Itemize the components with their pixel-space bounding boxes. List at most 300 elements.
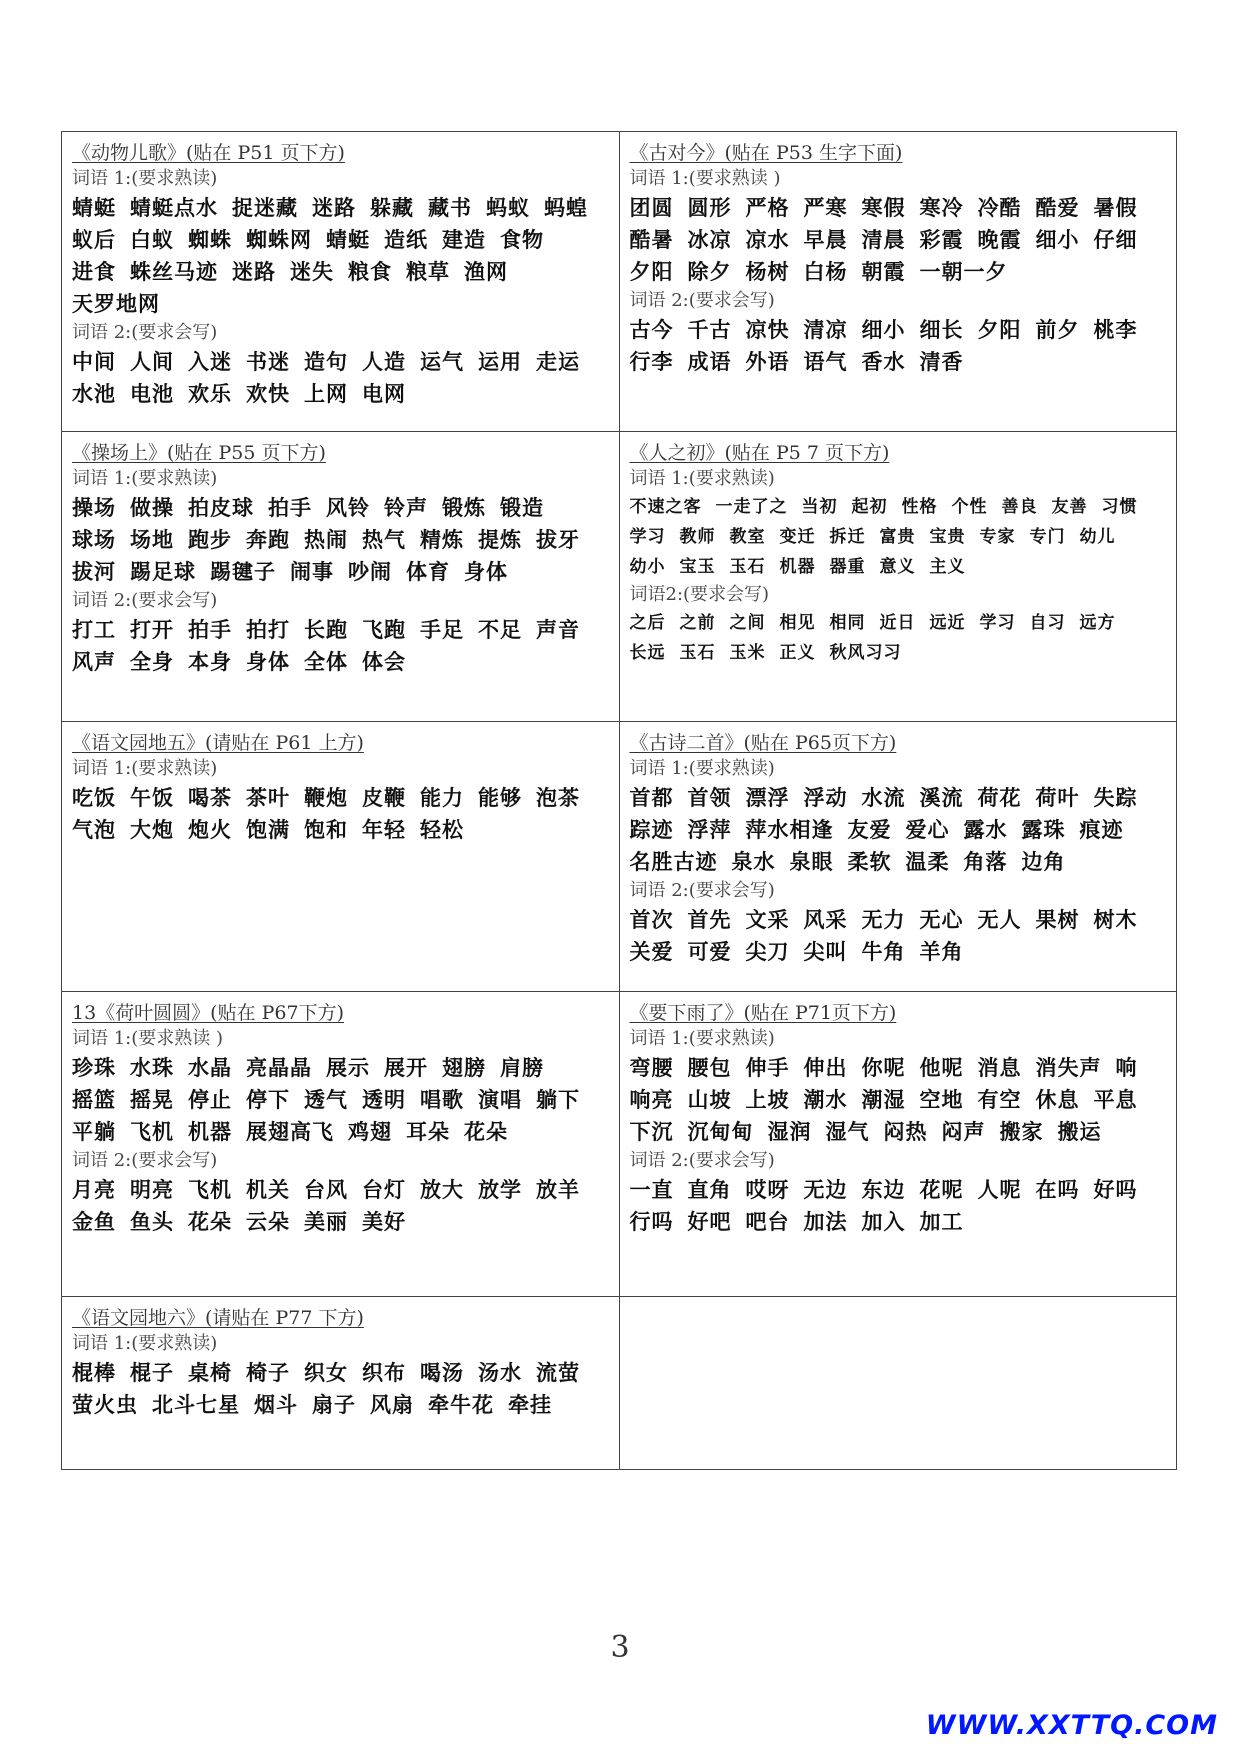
vocab-word: 闷声	[941, 1120, 986, 1144]
vocab-word: 气泡	[72, 818, 116, 842]
vocab-word: 台灯	[362, 1178, 406, 1202]
vocab-word: 首领	[687, 786, 732, 810]
vocab-word: 午饭	[130, 786, 174, 810]
vocabulary-table	[61, 131, 1177, 1470]
vocab-word: 宝玉	[679, 557, 716, 577]
vocab-word: 清凉	[803, 318, 848, 342]
vocab-word: 主义	[929, 557, 966, 577]
vocab-word: 吵闹	[348, 560, 392, 584]
vocab-word: 机关	[246, 1178, 290, 1202]
vocab-word: 花呢	[919, 1178, 964, 1202]
vocab-word: 珍珠	[72, 1056, 116, 1080]
vocab-word: 古今	[629, 318, 674, 342]
vocab-word: 夕阳	[977, 318, 1022, 342]
vocab-word: 蜻蜓点水	[130, 196, 218, 220]
write-word-list	[72, 1174, 613, 1238]
read-word-list	[72, 192, 613, 320]
vocab-word: 消息	[977, 1056, 1022, 1080]
vocab-word: 上网	[304, 382, 348, 406]
read-requirement-label: 词语 1:(要求熟读)	[629, 758, 775, 779]
vocab-word: 奔跑	[246, 528, 290, 552]
vocab-word: 幼儿	[1079, 527, 1116, 547]
vocab-word: 踢足球	[130, 560, 196, 584]
vocab-word: 欢快	[246, 382, 290, 406]
vocab-word: 摇篮	[72, 1088, 116, 1112]
vocab-word: 停下	[246, 1088, 290, 1112]
cell	[619, 722, 1177, 992]
vocab-word: 首先	[687, 908, 732, 932]
vocab-word: 粮食	[348, 260, 392, 284]
vocab-word: 关爱	[629, 940, 674, 964]
vocab-word: 果树	[1035, 908, 1080, 932]
vocab-word: 善良	[1001, 497, 1038, 517]
vocab-word: 蚂蚁	[486, 196, 530, 220]
vocab-word: 造句	[304, 350, 348, 374]
lesson-title: 《操场上》(贴在 P55 页下方)	[72, 442, 326, 464]
cell	[619, 132, 1177, 432]
vocab-word: 彩霞	[919, 228, 964, 252]
vocab-word: 首都	[629, 786, 674, 810]
write-requirement-label: 词语 2:(要求会写)	[72, 590, 218, 611]
vocab-word: 飞机	[130, 1120, 174, 1144]
vocab-word: 风采	[803, 908, 848, 932]
vocab-word: 加入	[861, 1210, 906, 1234]
vocab-word: 好吧	[687, 1210, 732, 1234]
vocab-word: 夕阳	[629, 260, 674, 284]
vocab-word: 漂浮	[745, 786, 790, 810]
vocab-word: 冰凉	[687, 228, 732, 252]
vocab-word: 美好	[362, 1210, 406, 1234]
cell	[62, 1297, 620, 1470]
read-word-list	[72, 782, 613, 846]
read-requirement-label: 词语 1:(要求熟读 )	[629, 168, 781, 189]
read-word-list	[72, 1052, 613, 1148]
cell	[62, 432, 620, 722]
vocab-word: 锻造	[500, 496, 544, 520]
vocab-word: 伸出	[803, 1056, 848, 1080]
read-word-list	[630, 192, 1171, 288]
vocab-word: 拍打	[246, 618, 290, 642]
vocab-word: 闹事	[290, 560, 334, 584]
cell	[62, 722, 620, 992]
vocab-word: 桃李	[1093, 318, 1138, 342]
vocab-word: 之间	[729, 613, 766, 633]
vocab-word: 闷热	[883, 1120, 928, 1144]
vocab-word: 哎呀	[745, 1178, 790, 1202]
vocab-word: 露珠	[1021, 818, 1066, 842]
read-word-list	[630, 1052, 1171, 1148]
vocab-word: 尖叫	[803, 940, 848, 964]
vocab-word: 北斗七星	[152, 1393, 240, 1417]
vocab-word: 长远	[629, 643, 666, 663]
vocab-word: 蚂蝗	[544, 196, 588, 220]
vocab-word: 千古	[687, 318, 732, 342]
vocab-word: 流萤	[536, 1361, 580, 1385]
vocab-word: 前夕	[1035, 318, 1080, 342]
vocab-word: 唱歌	[420, 1088, 464, 1112]
vocab-word: 习惯	[1101, 497, 1138, 517]
vocab-word: 打工	[72, 618, 116, 642]
vocab-word: 茶叶	[246, 786, 290, 810]
vocab-word: 失踪	[1093, 786, 1138, 810]
vocab-word: 专家	[979, 527, 1016, 547]
vocab-word: 响亮	[629, 1088, 674, 1112]
lesson-title: 《语文园地六》(请贴在 P77 下方)	[72, 1307, 364, 1329]
vocab-word: 人间	[130, 350, 174, 374]
vocab-word: 亮晶晶	[246, 1056, 312, 1080]
vocab-word: 进食	[72, 260, 116, 284]
vocab-word: 拍皮球	[188, 496, 254, 520]
vocab-word: 水晶	[188, 1056, 232, 1080]
vocab-word: 踪迹	[629, 818, 674, 842]
vocab-word: 织布	[362, 1361, 406, 1385]
vocab-word: 铃声	[384, 496, 428, 520]
vocab-word: 潮水	[803, 1088, 848, 1112]
vocab-word: 泡茶	[536, 786, 580, 810]
read-requirement-label: 词语 1:(要求熟读)	[72, 168, 218, 189]
vocab-word: 不速之客	[629, 497, 702, 517]
vocab-word: 一直	[629, 1178, 674, 1202]
vocab-word: 学习	[629, 527, 666, 547]
vocab-word: 电池	[130, 382, 174, 406]
vocab-word: 翅膀	[442, 1056, 486, 1080]
vocab-word: 全身	[130, 650, 174, 674]
vocab-word: 首次	[629, 908, 674, 932]
lesson-title: 《要下雨了》(贴在 P71页下方)	[629, 1002, 897, 1024]
vocab-word: 痕迹	[1079, 818, 1124, 842]
page-number: 3	[610, 1630, 630, 1665]
vocab-word: 操场	[72, 496, 116, 520]
vocab-word: 皮鞭	[362, 786, 406, 810]
vocab-word: 书迷	[246, 350, 290, 374]
vocab-word: 一走了之	[715, 497, 788, 517]
vocab-word: 友善	[1051, 497, 1088, 517]
vocab-word: 泉水	[731, 850, 776, 874]
write-word-list	[630, 1174, 1171, 1238]
vocab-word: 无边	[803, 1178, 848, 1202]
vocab-word: 直角	[687, 1178, 732, 1202]
vocab-word: 饱和	[304, 818, 348, 842]
vocab-word: 喝茶	[188, 786, 232, 810]
read-word-list	[72, 1357, 613, 1421]
vocab-word: 搬家	[999, 1120, 1044, 1144]
vocab-word: 无人	[977, 908, 1022, 932]
vocab-word: 起初	[851, 497, 888, 517]
vocab-word: 冷酷	[977, 196, 1022, 220]
vocab-word: 晚霞	[977, 228, 1022, 252]
vocab-word: 放学	[478, 1178, 522, 1202]
vocab-word: 泉眼	[789, 850, 834, 874]
vocab-word: 无心	[919, 908, 964, 932]
lesson-title: 《古对今》(贴在 P53 生字下面)	[629, 142, 903, 164]
vocab-word: 迷失	[290, 260, 334, 284]
vocab-word: 凉快	[745, 318, 790, 342]
vocab-word: 运气	[420, 350, 464, 374]
vocab-word: 鱼头	[130, 1210, 174, 1234]
vocab-word: 人呢	[977, 1178, 1022, 1202]
read-word-list	[630, 782, 1171, 878]
vocab-word: 放大	[420, 1178, 464, 1202]
read-requirement-label: 词语 1:(要求熟读 )	[72, 1028, 224, 1049]
vocab-word: 电网	[362, 382, 406, 406]
vocab-word: 荷叶	[1035, 786, 1080, 810]
vocab-word: 相见	[779, 613, 816, 633]
vocab-word: 之后	[629, 613, 666, 633]
vocab-word: 身体	[246, 650, 290, 674]
vocab-word: 酷暑	[629, 228, 674, 252]
vocab-word: 仔细	[1093, 228, 1138, 252]
vocab-word: 露水	[963, 818, 1008, 842]
vocab-word: 正义	[779, 643, 816, 663]
vocab-word: 羊角	[919, 940, 964, 964]
vocab-word: 花朵	[464, 1120, 508, 1144]
vocab-word: 精炼	[420, 528, 464, 552]
vocab-word: 本身	[188, 650, 232, 674]
vocab-word: 体育	[406, 560, 450, 584]
cell	[619, 1297, 1177, 1470]
vocab-word: 沉甸甸	[687, 1120, 754, 1144]
vocab-word: 意义	[879, 557, 916, 577]
vocab-word: 杨树	[745, 260, 790, 284]
vocab-word: 在吗	[1035, 1178, 1080, 1202]
vocab-word: 玉石	[679, 643, 716, 663]
vocab-word: 自习	[1029, 613, 1066, 633]
vocab-word: 上坡	[745, 1088, 790, 1112]
vocab-word: 欢乐	[188, 382, 232, 406]
vocab-word: 远方	[1079, 613, 1116, 633]
vocab-word: 踢毽子	[210, 560, 276, 584]
write-requirement-label: 词语2:(要求会写)	[629, 584, 770, 605]
vocab-word: 摇晃	[130, 1088, 174, 1112]
vocab-word: 无力	[861, 908, 906, 932]
vocab-word: 好吗	[1093, 1178, 1138, 1202]
vocab-word: 语气	[803, 350, 848, 374]
vocab-word: 蜘蛛网	[246, 228, 312, 252]
vocab-word: 机器	[188, 1120, 232, 1144]
vocab-word: 他呢	[919, 1056, 964, 1080]
vocab-word: 白杨	[803, 260, 848, 284]
vocab-word: 当初	[801, 497, 838, 517]
read-requirement-label: 词语 1:(要求熟读)	[72, 758, 218, 779]
vocab-word: 秋风习习	[829, 643, 902, 663]
vocab-word: 酷爱	[1035, 196, 1080, 220]
vocab-word: 幼小	[629, 557, 666, 577]
vocab-word: 玉米	[729, 643, 766, 663]
vocab-word: 打开	[130, 618, 174, 642]
vocab-word: 做操	[130, 496, 174, 520]
vocab-word: 相同	[829, 613, 866, 633]
vocab-word: 拔河	[72, 560, 116, 584]
vocab-word: 藏书	[428, 196, 472, 220]
lesson-title: 《语文园地五》(请贴在 P61 上方)	[72, 732, 364, 754]
vocab-word: 牛角	[861, 940, 906, 964]
vocab-word: 风扇	[370, 1393, 414, 1417]
vocab-word: 一朝一夕	[919, 260, 1008, 284]
vocab-word: 平躺	[72, 1120, 116, 1144]
vocab-word: 鞭炮	[304, 786, 348, 810]
vocab-word: 下沉	[629, 1120, 674, 1144]
read-requirement-label: 词语 1:(要求熟读)	[629, 468, 775, 489]
vocab-word: 长跑	[304, 618, 348, 642]
write-requirement-label: 词语 2:(要求会写)	[629, 1150, 775, 1171]
vocab-word: 年轻	[362, 818, 406, 842]
vocab-word: 拍手	[268, 496, 312, 520]
vocab-word: 中间	[72, 350, 116, 374]
vocab-word: 造纸	[384, 228, 428, 252]
vocab-word: 不足	[478, 618, 522, 642]
vocab-word: 粮草	[406, 260, 450, 284]
read-requirement-label: 词语 1:(要求熟读)	[629, 1028, 775, 1049]
vocab-word: 尖刀	[745, 940, 790, 964]
vocab-word: 演唱	[478, 1088, 522, 1112]
vocab-word: 风声	[72, 650, 116, 674]
vocab-word: 寒冷	[919, 196, 964, 220]
vocab-word: 停止	[188, 1088, 232, 1112]
vocab-word: 浮动	[803, 786, 848, 810]
write-word-list	[630, 904, 1171, 968]
write-requirement-label: 词语 2:(要求会写)	[629, 880, 775, 901]
vocab-word: 蜘蛛	[188, 228, 232, 252]
vocab-word: 边角	[1021, 850, 1066, 874]
vocab-word: 飞跑	[362, 618, 406, 642]
vocab-word: 树木	[1093, 908, 1138, 932]
vocab-word: 水池	[72, 382, 116, 406]
vocab-word: 天罗地网	[72, 292, 160, 316]
vocab-word: 鸡翅	[348, 1120, 392, 1144]
vocab-word: 湿气	[825, 1120, 870, 1144]
vocab-word: 严寒	[803, 196, 848, 220]
vocab-word: 之前	[679, 613, 716, 633]
vocab-word: 花朵	[188, 1210, 232, 1234]
vocab-word: 展开	[384, 1056, 428, 1080]
vocab-word: 凉水	[745, 228, 790, 252]
vocab-word: 展翅高飞	[246, 1120, 334, 1144]
vocab-word: 柔软	[847, 850, 892, 874]
vocab-word: 全体	[304, 650, 348, 674]
vocab-word: 织女	[304, 1361, 348, 1385]
write-word-list	[630, 608, 1171, 668]
vocab-word: 锻炼	[442, 496, 486, 520]
vocab-word: 平息	[1093, 1088, 1138, 1112]
vocab-word: 名胜古迹	[629, 850, 718, 874]
lesson-title: 13《荷叶圆圆》(贴在 P67下方)	[72, 1002, 345, 1024]
vocab-word: 宝贵	[929, 527, 966, 547]
vocab-word: 器重	[829, 557, 866, 577]
vocab-word: 吧台	[745, 1210, 790, 1234]
vocab-word: 文采	[745, 908, 790, 932]
vocab-word: 伸手	[745, 1056, 790, 1080]
vocab-word: 扇子	[312, 1393, 356, 1417]
vocab-word: 山坡	[687, 1088, 732, 1112]
vocab-word: 角落	[963, 850, 1008, 874]
vocab-word: 空地	[919, 1088, 964, 1112]
vocab-word: 水珠	[130, 1056, 174, 1080]
vocab-word: 细小	[1035, 228, 1080, 252]
vocab-word: 朝霞	[861, 260, 906, 284]
vocab-word: 教师	[679, 527, 716, 547]
vocab-word: 躺下	[536, 1088, 580, 1112]
vocab-word: 肩膀	[500, 1056, 544, 1080]
vocab-word: 放羊	[536, 1178, 580, 1202]
vocab-word: 明亮	[130, 1178, 174, 1202]
vocab-word: 除夕	[687, 260, 732, 284]
vocab-word: 机器	[779, 557, 816, 577]
vocab-word: 专门	[1029, 527, 1066, 547]
lesson-title: 《古诗二首》(贴在 P65页下方)	[629, 732, 897, 754]
vocab-word: 云朵	[246, 1210, 290, 1234]
vocab-word: 温柔	[905, 850, 950, 874]
vocab-word: 萍水相逢	[745, 818, 834, 842]
vocab-word: 行吗	[629, 1210, 674, 1234]
lesson-title: 《人之初》(贴在 P5 7 页下方)	[629, 442, 890, 464]
vocab-word: 棍棒	[72, 1361, 116, 1385]
cell	[619, 432, 1177, 722]
vocab-word: 大炮	[130, 818, 174, 842]
vocab-word: 蜻蜓	[72, 196, 116, 220]
vocab-word: 友爱	[847, 818, 892, 842]
vocab-word: 外语	[745, 350, 790, 374]
vocab-word: 人造	[362, 350, 406, 374]
vocab-word: 拔牙	[536, 528, 580, 552]
cell	[62, 992, 620, 1297]
vocab-word: 迷路	[312, 196, 356, 220]
vocab-word: 运用	[478, 350, 522, 374]
vocab-word: 热气	[362, 528, 406, 552]
vocab-word: 饱满	[246, 818, 290, 842]
write-word-list	[72, 346, 613, 410]
vocab-word: 暑假	[1093, 196, 1138, 220]
vocab-word: 可爱	[687, 940, 732, 964]
vocab-word: 圆形	[687, 196, 732, 220]
vocab-word: 细长	[919, 318, 964, 342]
vocab-word: 透气	[304, 1088, 348, 1112]
vocab-word: 手足	[420, 618, 464, 642]
cell	[62, 132, 620, 432]
vocab-word: 爱心	[905, 818, 950, 842]
vocab-word: 台风	[304, 1178, 348, 1202]
vocab-word: 能力	[420, 786, 464, 810]
vocab-word: 拍手	[188, 618, 232, 642]
vocab-word: 你呢	[861, 1056, 906, 1080]
read-word-list	[630, 492, 1171, 582]
vocab-word: 炮火	[188, 818, 232, 842]
vocab-word: 变迁	[779, 527, 816, 547]
vocab-word: 腰包	[687, 1056, 732, 1080]
vocab-word: 牵挂	[508, 1393, 552, 1417]
vocab-word: 加工	[919, 1210, 964, 1234]
vocab-word: 学习	[979, 613, 1016, 633]
vocab-word: 有空	[977, 1088, 1022, 1112]
vocab-word: 水流	[861, 786, 906, 810]
vocab-word: 身体	[464, 560, 508, 584]
vocab-word: 走运	[536, 350, 580, 374]
vocab-word: 能够	[478, 786, 522, 810]
vocab-word: 透明	[362, 1088, 406, 1112]
vocab-word: 飞机	[188, 1178, 232, 1202]
vocab-word: 教室	[729, 527, 766, 547]
vocab-word: 捉迷藏	[232, 196, 298, 220]
vocab-word: 耳朵	[406, 1120, 450, 1144]
vocab-word: 喝汤	[420, 1361, 464, 1385]
vocab-word: 椅子	[246, 1361, 290, 1385]
vocab-word: 溪流	[919, 786, 964, 810]
vocab-word: 蜻蜓	[326, 228, 370, 252]
vocab-word: 建造	[442, 228, 486, 252]
vocab-word: 严格	[745, 196, 790, 220]
vocab-word: 远近	[929, 613, 966, 633]
vocab-word: 清晨	[861, 228, 906, 252]
vocab-word: 体会	[362, 650, 406, 674]
